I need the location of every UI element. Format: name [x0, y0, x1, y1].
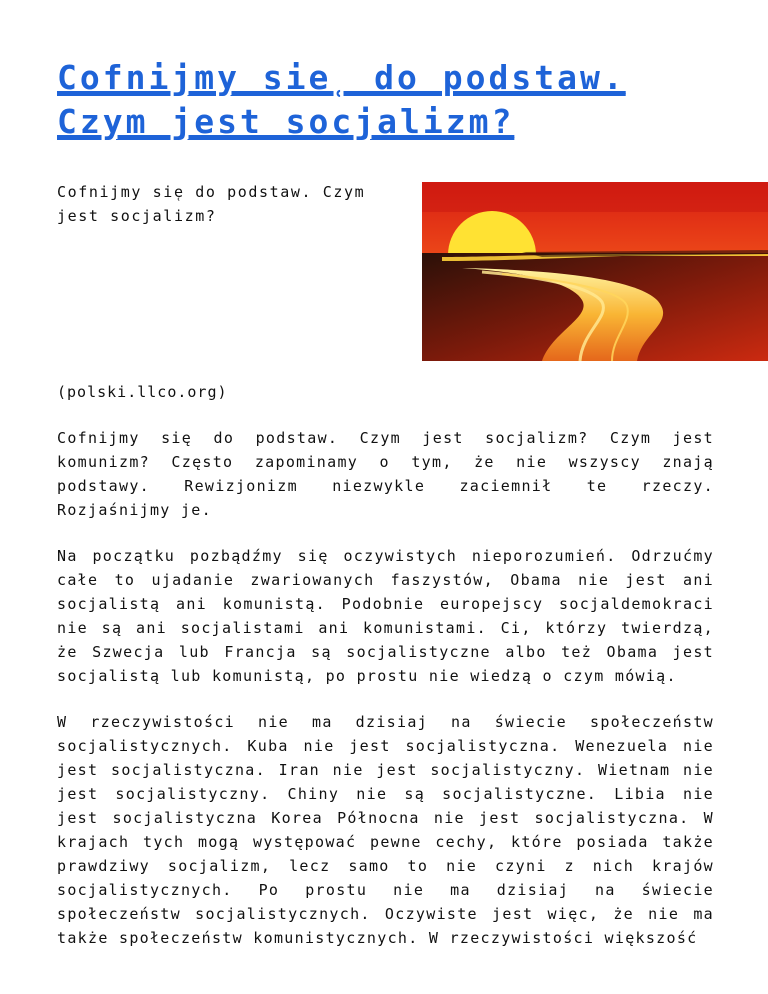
intro-text: Cofnijmy sie̜ do podstaw. Czym jest socjalizm?	[57, 183, 366, 225]
intro-section	[57, 180, 714, 400]
title-link[interactable]	[57, 56, 714, 144]
paragraph-3: W rzeczywistości nie ma dzisiaj na świecie społeczeństw socjalistycznych. Kuba nie jest socjalistyczna. Wenezuela nie jest socjalistyczna. Iran nie jest socjalistyczny. Wietnam nie jest socjalistyczny. Chiny nie są socjalistyczne. Libia nie jest socjalistyczna Korea Północna nie jest socjalistyczna. W krajach tych mogą występować pewne cechy, które posiada także prawdziwy socjalizm, lecz samo to nie czyni z nich krajów socjalistycznych. Po prostu nie ma dzisiaj na świecie społeczeństw socjalistycznych. Oczywiste jest więc, że nie ma także społeczeństw komunistycznych. W rzeczywistości większość	[57, 713, 714, 947]
paragraph-2: Na początku pozbądźmy się oczywistych nieporozumień. Odrzućmy całe to ujadanie zwariowanych faszystów, Obama nie jest ani socjalistą ani komunistą. Podobnie europejscy socjaldemokraci nie są ani socjalistami ani komunistami. Ci, którzy twierdzą, że Szwecja lub Francja są socjalistyczne albo też Obama jest socjalistą lub komunistą, po prostu nie wiedzą o czym mówią.	[57, 547, 714, 685]
source-text: (polski.llco.org)	[57, 383, 228, 401]
page-title[interactable]: Cofnijmy sie̜ do podstaw. Czym jest socjalizm?	[57, 58, 626, 141]
sunset-road-image	[422, 182, 768, 361]
paragraph-1: Cofnijmy się do podstaw. Czym jest socjalizm? Czym jest komunizm? Często zapominamy o tym, że nie wszyscy znają podstawy. Rewizjonizm niezwykle zaciemnił te rzeczy. Rozjaśnijmy je.	[57, 429, 714, 519]
